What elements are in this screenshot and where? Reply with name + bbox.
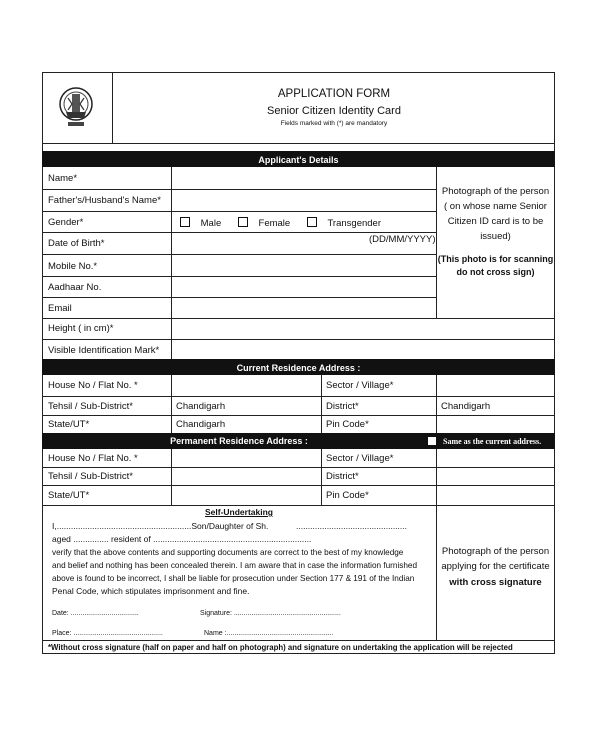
mandatory-note: Fields marked with (*) are mandatory [280, 120, 388, 127]
signed-photo-box[interactable] [437, 506, 554, 640]
grid-line [321, 449, 322, 505]
gender-female-label: Female [258, 218, 291, 229]
perm-house-input[interactable] [172, 450, 321, 467]
photo-text-line: Citizen ID card is to be [447, 216, 544, 227]
current-district-value[interactable]: Chandigarh [441, 401, 491, 412]
grid-line [321, 375, 322, 433]
photo-note-line: do not cross sign) [456, 267, 535, 277]
gender-female-checkbox[interactable] [238, 217, 248, 227]
same-address-checkbox[interactable] [428, 437, 436, 445]
relation-name-input[interactable] [172, 190, 435, 211]
undertaking-line: aged ............... resident of ................................................................... [52, 534, 312, 544]
gender-options [180, 217, 381, 229]
permanent-address-bar [42, 433, 555, 449]
grid-line [42, 640, 555, 641]
undertaking-name[interactable]: Name :....................................................... [204, 630, 334, 637]
undertaking-date[interactable]: Date: ................................... [52, 610, 139, 617]
perm-sector-label: Sector / Village* [326, 453, 394, 464]
perm-pincode-label: Pin Code* [326, 490, 369, 501]
gender-transgender-label: Transgender [327, 218, 381, 229]
signed-photo-line: applying for the certificate [441, 561, 550, 572]
gender-transgender-checkbox[interactable] [307, 217, 317, 227]
gender-male-label: Male [200, 218, 222, 229]
perm-tehsil-label: Tehsil / Sub-District* [48, 471, 133, 482]
id-mark-label: Visible Identification Mark* [48, 345, 160, 356]
id-mark-input[interactable] [172, 340, 554, 359]
current-house-input[interactable] [172, 376, 321, 396]
current-district-label: District* [326, 401, 359, 412]
undertaking-line: I,.........................................................Son/Daughter of Sh. [52, 521, 269, 531]
grid-line [42, 396, 555, 397]
applicant-section-title: Applicant's Details [258, 155, 339, 165]
perm-house-label: House No / Flat No. * [48, 453, 138, 464]
perm-tehsil-input[interactable] [172, 468, 321, 485]
emblem-icon [56, 84, 96, 130]
applicant-section-bar [42, 151, 555, 167]
undertaking-title: Self-Undertaking [204, 507, 273, 517]
dob-format-hint: (DD/MM/YYYY) [369, 234, 436, 245]
perm-sector-input[interactable] [437, 450, 554, 467]
footer-warning: *Without cross signature (half on paper and half on photograph) and signature on undertaking the application will be rejected [48, 643, 513, 652]
form-title: APPLICATION FORM [277, 88, 391, 100]
current-tehsil-value[interactable]: Chandigarh [176, 401, 226, 412]
aadhaar-label: Aadhaar No. [48, 282, 102, 293]
grid-line [42, 211, 436, 212]
current-address-bar [42, 359, 555, 375]
current-pincode-input[interactable] [437, 416, 554, 433]
header-divider [42, 143, 555, 144]
perm-state-input[interactable] [172, 486, 321, 505]
email-input[interactable] [172, 298, 435, 318]
relation-name-label: Father's/Husband's Name* [48, 195, 161, 206]
signed-photo-emph: with cross signature [449, 577, 542, 588]
perm-district-input[interactable] [437, 468, 554, 485]
undertaking-line: and belief and nothing has been concealed therein. I am aware that in case the information furnished [52, 561, 418, 570]
current-tehsil-label: Tehsil / Sub-District* [48, 401, 133, 412]
gender-label: Gender* [48, 217, 84, 228]
current-sector-input[interactable] [437, 376, 554, 396]
permanent-address-title: Permanent Residence Address : [170, 436, 308, 446]
photo-text-line: issued) [480, 231, 511, 242]
current-pincode-label: Pin Code* [326, 419, 369, 430]
current-sector-label: Sector / Village* [326, 380, 394, 391]
height-label: Height ( in cm)* [48, 323, 114, 334]
perm-pincode-input[interactable] [437, 486, 554, 505]
current-state-value[interactable]: Chandigarh [176, 419, 226, 430]
mobile-label: Mobile No.* [48, 261, 98, 272]
dob-input[interactable] [172, 233, 435, 254]
undertaking-signature[interactable]: Signature: ....................................................... [200, 610, 341, 617]
aadhaar-input[interactable] [172, 277, 435, 297]
perm-district-label: District* [326, 471, 359, 482]
height-input[interactable] [172, 319, 554, 339]
logo-box [42, 72, 113, 143]
undertaking-line: ............................................... [296, 521, 407, 531]
undertaking-line: Penal Code, which stipulates imprisonment and fine. [52, 586, 250, 596]
gender-male-checkbox[interactable] [180, 217, 190, 227]
signed-photo-line: Photograph of the person [441, 546, 550, 557]
name-input[interactable] [172, 168, 435, 189]
undertaking-line: verify that the above contents and supporting documents are correct to the best of my knowledge [52, 548, 404, 557]
perm-state-label: State/UT* [48, 490, 90, 501]
photo-note-line: (This photo is for scanning [437, 254, 554, 264]
undertaking-place[interactable]: Place: .............................................. [52, 630, 163, 637]
photo-text-line: ( on whose name Senior [444, 201, 547, 212]
photo-text-line: Photograph of the person [441, 186, 550, 197]
current-state-label: State/UT* [48, 419, 90, 430]
form-subtitle: Senior Citizen Identity Card [267, 105, 401, 117]
mobile-input[interactable] [172, 255, 435, 276]
dob-label: Date of Birth* [48, 238, 105, 249]
email-label: Email [48, 303, 72, 314]
name-label: Name* [48, 173, 78, 184]
same-address-label: Same as the current address. [443, 437, 542, 446]
applicant-photo-box[interactable] [437, 168, 554, 318]
current-house-label: House No / Flat No. * [48, 380, 138, 391]
current-address-title: Current Residence Address : [236, 363, 361, 373]
undertaking-line: above is found to be incorrect, I shall be liable for prosecution under Section 177 & 191 of the Indian [52, 574, 415, 583]
